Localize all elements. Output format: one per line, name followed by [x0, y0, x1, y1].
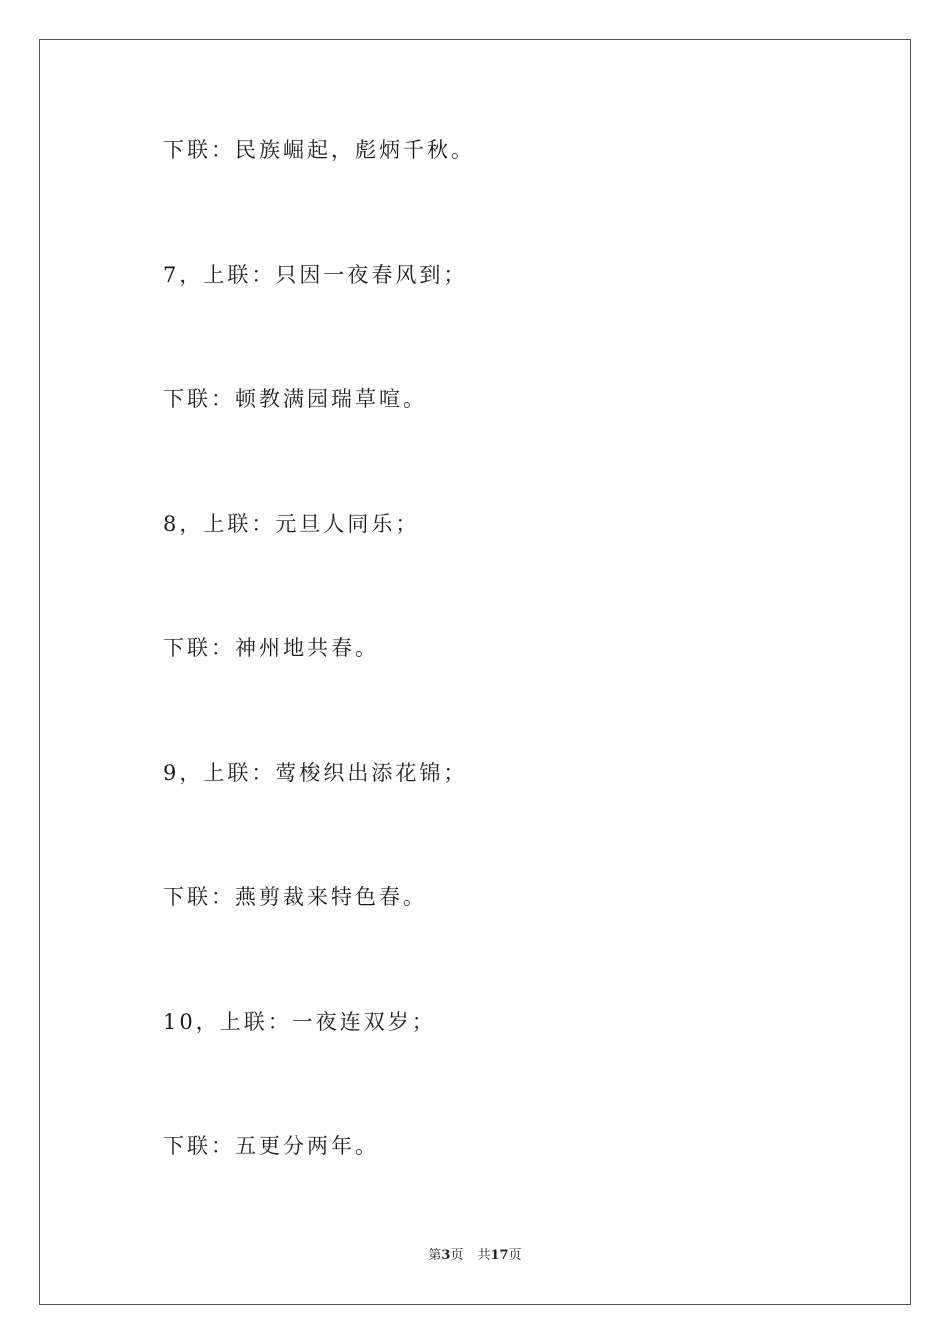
couplet-line: 9，上联：莺梭织出添花锦；	[163, 761, 468, 785]
total-suffix: 页	[508, 1248, 522, 1263]
couplet-line: 下联：燕剪裁来特色春。	[163, 885, 427, 909]
couplet-line: 10，上联：一夜连双岁；	[163, 1010, 436, 1034]
couplet-line: 下联：顿教满园瑞草喧。	[163, 387, 427, 411]
page-footer	[0, 1247, 950, 1265]
couplet-line: 下联：神州地共春。	[163, 636, 379, 660]
couplet-line: 下联：民族崛起，彪炳千秋。	[163, 138, 475, 162]
page-suffix: 页	[450, 1248, 464, 1263]
total-pages: 17	[490, 1248, 509, 1263]
couplet-line: 7，上联：只因一夜春风到；	[163, 263, 468, 287]
couplet-line: 下联：五更分两年。	[163, 1134, 379, 1158]
page-number: 3	[441, 1248, 451, 1263]
total-prefix: 共	[477, 1248, 491, 1263]
couplet-line: 8，上联：元旦人同乐；	[163, 512, 420, 536]
page-prefix: 第	[428, 1248, 442, 1263]
